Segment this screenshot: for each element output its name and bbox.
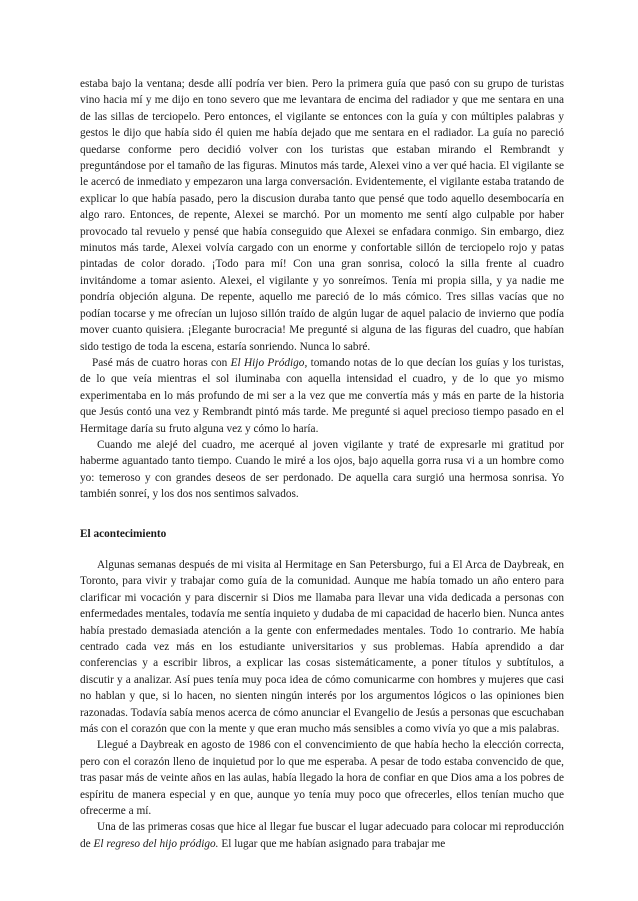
- book-title: El Hijo Pródigo,: [230, 356, 308, 369]
- paragraph-reproduction: [80, 819, 564, 852]
- book-title: El regreso del hijo pródigo.: [93, 837, 219, 850]
- paragraph-text: El lugar que me habían asignado para trabajar me: [218, 837, 446, 850]
- paragraph-text: Pasé más de cuatro horas con: [92, 356, 231, 369]
- section-heading: El acontecimiento: [80, 527, 167, 540]
- paragraph-text: tomando notas de lo que decían los guías y los turistas, de lo que veía mientras el sol iluminaba con aquella intensidad el cuadro, y de lo que yo mismo experimentaba en lo más profundo de mi ser a la vez que me convertía más y más en parte de la historia que Jesús contó una vez y Rembrandt pintó más tarde. Me pregunté si aquel precioso tiempo pasado en el Hermitage daría su fruto alguna vez y cómo lo haría.: [80, 356, 564, 435]
- paragraph-chair-story: estaba bajo la ventana; desde allí podría ver bien. Pero la primera guía que pasó con su grupo de turistas vino hacia mí y me dijo en tono severo que me levantara de encima del radiador y que me sentara en una de las sillas de terciopelo. Pero entonces, el vigilante se entonces con la guía y con múltiples palabras y gestos le dijo que había sido él quien me había dejado que me sentara en el radiador. La guía no pareció quedarse conforme pero decidió volver con los turistas que estaban mirando el Rembrandt y preguntándose por el tamaño de las figuras. Minutos más tarde, Alexei vino a ver qué hacia. El vigilante se le acercó de inmediato y empezaron una larga conversación. Evidentemente, el vigilante estaba tratando de explicar lo que había pasado, pero la discusion duraba tanto que pensé que todo aquello desembocaría en algo raro. Entonces, de repente, Alexei se marchó. Por un momento me sentí algo culpable por haber provocado tal revuelo y pensé que había conseguido que Alexei se enfadara conmigo. Sin embargo, diez minutos más tarde, Alexei volvía cargado con un enorme y confortable sillón de terciopelo rojo y patas pintadas de color dorado. ¡Todo para mí! Con una gran sonrisa, colocó la silla frente al cuadro invitándome a tomar asiento. Alexei, el vigilante y yo sonreímos. Tenía mi propia silla, y ya nadie me pondría objeción alguna. De repente, aquello me pareció de lo más cómico. Tres sillas vacías que no podían tocarse y me ofrecían un lujoso sillón traído de algún lugar de aquel palacio de invierno que podía mover cuanto quisiera. ¡Elegante burocracia! Me pregunté si alguna de las figuras del cuadro, que habían sido testigo de toda la escena, estaría sonriendo. Nunca lo sabré.: [80, 78, 564, 353]
- document-page: [80, 76, 564, 852]
- paragraph-daybreak: Algunas semanas después de mi visita al Hermitage en San Petersburgo, fui a El Arca de Daybreak, en Toronto, para vivir y trabajar como guía de la comunidad. Aunque me había tomado un año entero para clarificar mi vocación y para discernir si Dios me llamaba para llevar una vida dedicada a personas con enfermedades mentales, todavía me sentía inquieto y dudaba de mi capacidad de hacerlo bien. Nunca antes había prestado demasiada atención a la gente con enfermedades mentales. Todo 1o contrario. Me había centrado cada vez más en los estudiante universitarios y sus problemas. Había aprendido a dar conferencias y a escribir libros, a explicar las cosas sistemáticamente, a poner títulos y subtítulos, a discutir y a analizar. Así pues tenía muy poca idea de cómo comunicarme con hombres y mujeres que casi no hablan y que, si lo hacen, no sienten ningún interés por los argumentos lógicos o las opiniones bien razonadas. Todavía sabía menos acerca de cómo anunciar el Evangelio de Jesús a personas que escuchaban más con el corazón que con la mente y que eran mucho más sensibles a como vivía yo que a mis palabras.: [80, 558, 564, 736]
- paragraph-gratitude: Cuando me alejé del cuadro, me acerqué al joven vigilante y traté de expresarle mi gratitud por haberme aguantado tanto tiempo. Cuando le miré a los ojos, bajo aquella gorra rusa vi a un hombre como yo: temeroso y con grandes deseos de ser perdonado. De aquella cara surgió una hermosa sonrisa. Yo también sonreí, y los dos nos sentimos salvados.: [80, 438, 564, 501]
- paragraph-arrival: Llegué a Daybreak en agosto de 1986 con el convencimiento de que había hecho la elección correcta, pero con el corazón lleno de inquietud por lo que me esperaba. A pesar de todo estaba convencido de que, tras pasar más de veinte años en las aulas, había llegado la hora de confiar en que Dios ama a los pobres de espíritu de manera especial y en que, aunque yo tenía muy poco que ofrecerles, ellos tenían mucho que ofrecerme a mí.: [80, 739, 564, 818]
- paragraph-four-hours: [80, 355, 564, 437]
- paragraph-text: Una de las primeras cosas que hice al llegar fue buscar el lugar adecuado para colocar mi reproducción de: [80, 821, 564, 850]
